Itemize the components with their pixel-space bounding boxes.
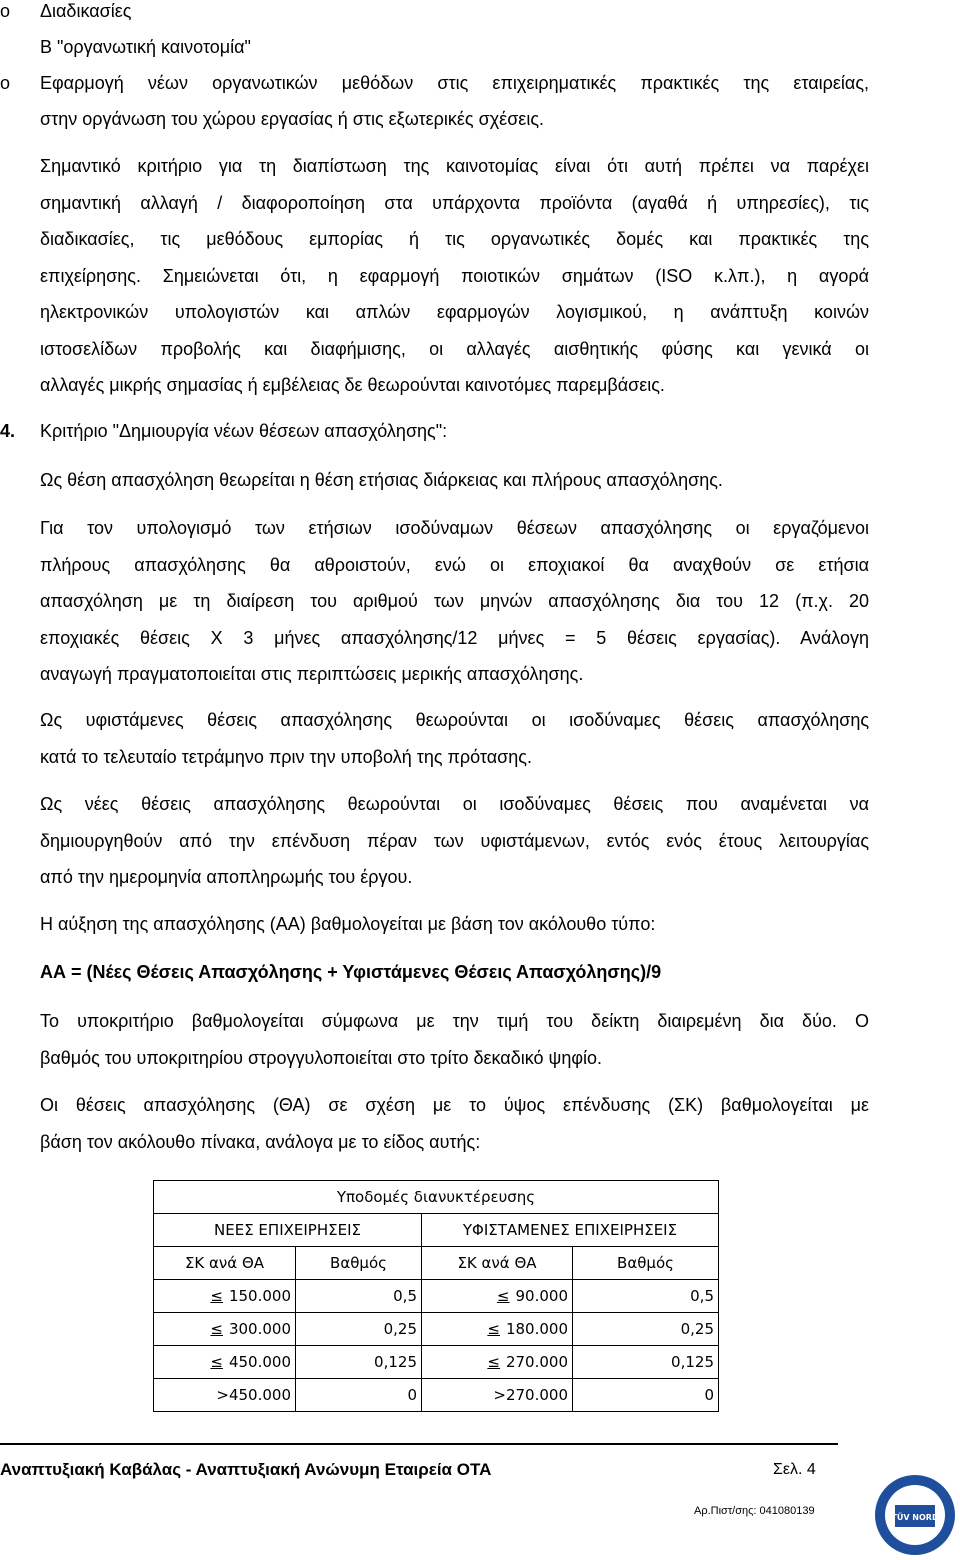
new-positions-paragraph bbox=[40, 786, 869, 896]
bullet-org-innovation bbox=[0, 65, 869, 101]
le-symbol: ≤ bbox=[487, 1353, 500, 1371]
col-score-existing: Βαθμός bbox=[573, 1247, 719, 1280]
page-number: 4 bbox=[806, 1461, 816, 1478]
col-sk-new: ΣΚ ανά ΘΑ bbox=[154, 1247, 296, 1280]
paragraph-line: αλλαγές μικρής σημασίας ή εμβέλειας δε θεωρούνται καινοτόμες παρεμβάσεις. bbox=[40, 375, 665, 395]
table-title: Υποδομές διανυκτέρευσης bbox=[154, 1181, 719, 1214]
seasonal-paragraph bbox=[40, 510, 869, 693]
new-sk-value: 300.000 bbox=[228, 1320, 291, 1338]
new-sk-value: 450.000 bbox=[228, 1353, 291, 1371]
table-row bbox=[154, 1346, 719, 1379]
existing-score-value: 0 bbox=[573, 1379, 719, 1412]
le-symbol: ≤ bbox=[210, 1287, 223, 1305]
org-innovation-heading: B "οργανωτική καινοτομία" bbox=[40, 37, 251, 57]
existing-sk-value: 270.000 bbox=[505, 1353, 568, 1371]
certificate-number: Αρ.Πιστ/σης: 041080139 bbox=[694, 1505, 815, 1517]
paragraph-line: από την ημερομηνία αποπληρωμής του έργου. bbox=[40, 867, 413, 887]
le-symbol: ≤ bbox=[496, 1287, 510, 1305]
table-row bbox=[154, 1379, 719, 1412]
new-score-value: 0,25 bbox=[296, 1313, 422, 1346]
le-symbol: ≤ bbox=[210, 1320, 223, 1338]
existing-sk-value: >270.000 bbox=[422, 1379, 573, 1412]
criterion-paragraph bbox=[40, 148, 869, 404]
col-score-new: Βαθμός bbox=[296, 1247, 422, 1280]
existing-positions-paragraph bbox=[40, 702, 869, 775]
paragraph-line: Ως υφιστάμενες θέσεις απασχόλησης θεωρούνται οι ισοδύναμες θέσεις απασχόλησης bbox=[40, 710, 869, 730]
table-row bbox=[154, 1280, 719, 1313]
paragraph-line: δημιουργηθούν από την επένδυση πέραν των υφιστάμενων, εντός ενός έτους λειτουργίας bbox=[40, 830, 869, 851]
subcriterion-paragraph bbox=[40, 1003, 869, 1076]
paragraph-line: Σημαντικό κριτήριο για τη διαπίστωση της καινοτομίας είναι ότι αυτή πρέπει να παρέχει bbox=[40, 156, 869, 176]
existing-sk-value: 180.000 bbox=[505, 1320, 568, 1338]
new-sk-value: >450.000 bbox=[154, 1379, 296, 1412]
paragraph-line: ιστοσελίδων προβολής και διαφήμισης, οι αλλαγές αισθητικής φύσης και γενικά οι bbox=[40, 338, 869, 359]
new-score-value: 0,125 bbox=[296, 1346, 422, 1379]
formula: ΑΑ = (Νέες Θέσεις Απασχόλησης + Υφιστάμενες Θέσεις Απασχόλησης)/9 bbox=[40, 962, 662, 982]
bullet-marker: o bbox=[0, 1, 11, 21]
le-symbol: ≤ bbox=[487, 1320, 500, 1338]
existing-sk-value: 90.000 bbox=[515, 1287, 568, 1305]
paragraph-line: Ως νέες θέσεις απασχόλησης θεωρούνται οι ισοδύναμες θέσεις που αναμένεται να bbox=[40, 794, 869, 814]
footer-divider bbox=[0, 1443, 838, 1445]
tuv-nord-logo bbox=[870, 1470, 960, 1560]
procedures-text: Διαδικασίες bbox=[40, 1, 132, 21]
footer-company: Αναπτυξιακή Καβάλας - Αναπτυξιακή Ανώνυμη Εταιρεία ΟΤΑ bbox=[0, 1460, 492, 1479]
paragraph-line: ηλεκτρονικών υπολογιστών και απλών εφαρμογών λογισμικού, η ανάπτυξη κοινών bbox=[40, 302, 869, 322]
paragraph-line: Το υποκριτήριο βαθμολογείται σύμφωνα με την τιμή του δείκτη διαιρεμένη δια δύο. Ο bbox=[40, 1011, 869, 1031]
section-4-heading bbox=[0, 413, 448, 449]
group-new-header: ΝΕΕΣ ΕΠΙΧΕΙΡΗΣΕΙΣ bbox=[154, 1214, 422, 1247]
paragraph-line: Οι θέσεις απασχόλησης (ΘΑ) σε σχέση με το ύψος επένδυσης (ΣΚ) βαθμολογείται με bbox=[40, 1095, 869, 1115]
table-row bbox=[154, 1313, 719, 1346]
paragraph-line: διαδικασίες, τις μεθόδους εμπορίας ή τις οργανωτικές δομές και πρακτικές της bbox=[40, 229, 869, 249]
paragraph-line: κατά το τελευταίο τετράμηνο πριν την υποβολή της πρότασης. bbox=[40, 746, 532, 767]
col-sk-existing: ΣΚ ανά ΘΑ bbox=[422, 1247, 573, 1280]
paragraph-line: επιχείρησης. Σημειώνεται ότι, η εφαρμογή ποιοτικών σημάτων (ISO κ.λπ.), η αγορά bbox=[40, 265, 869, 286]
scoring-table bbox=[153, 1180, 719, 1412]
org-innovation-line1: Εφαρμογή νέων οργανωτικών μεθόδων στις επιχειρηματικές πρακτικές της εταιρείας, bbox=[40, 73, 869, 93]
paragraph-line: αναγωγή πραγματοποιείται στις περιπτώσεις μερικής απασχόλησης. bbox=[40, 664, 584, 684]
new-sk-value: 150.000 bbox=[228, 1287, 291, 1305]
new-score-value: 0,5 bbox=[296, 1280, 422, 1313]
paragraph-line: απασχόληση με τη διαίρεση του αριθμού των μηνών απασχόλησης δια του 12 (π.χ. 20 bbox=[40, 591, 869, 611]
footer-page-number bbox=[773, 1461, 816, 1479]
paragraph-line: εποχιακές θέσεις Χ 3 μήνες απασχόλησης/12 μήνες = 5 θέσεις εργασίας). Ανάλογη bbox=[40, 627, 869, 648]
bullet-procedures bbox=[0, 0, 132, 29]
logo-text: TÜV NORD bbox=[891, 1513, 939, 1522]
paragraph-line: βαθμός του υποκριτηρίου στρογγυλοποιείται στο τρίτο δεκαδικό ψηφίο. bbox=[40, 1047, 603, 1068]
bullet-marker: o bbox=[0, 73, 11, 93]
existing-score-value: 0,25 bbox=[573, 1313, 719, 1346]
existing-score-value: 0,5 bbox=[573, 1280, 719, 1313]
section-number: 4. bbox=[0, 421, 16, 441]
paragraph-line: πλήρους απασχόλησης θα αθροιστούν, ενώ οι εποχιακοί θα αναχθούν σε ετήσια bbox=[40, 554, 869, 575]
paragraph-line: Για τον υπολογισμό των ετήσιων ισοδύναμων θέσεων απασχόλησης οι εργαζόμενοι bbox=[40, 518, 869, 538]
page-label: Σελ. bbox=[773, 1461, 803, 1478]
org-innovation-line2: στην οργάνωση του χώρου εργασίας ή στις εξωτερικές σχέσεις. bbox=[40, 109, 544, 129]
section-title: Κριτήριο "Δημιουργία νέων θέσεων απασχόλησης": bbox=[40, 421, 448, 441]
existing-score-value: 0,125 bbox=[573, 1346, 719, 1379]
formula-intro: Η αύξηση της απασχόλησης (ΑΑ) βαθμολογείται με βάση τον ακόλουθο τύπο: bbox=[40, 914, 656, 934]
new-score-value: 0 bbox=[296, 1379, 422, 1412]
paragraph-line: σημαντική αλλαγή / διαφοροποίηση στα υπάρχοντα προϊόντα (αγαθά ή υπηρεσίες), τις bbox=[40, 192, 869, 213]
le-symbol: ≤ bbox=[210, 1353, 223, 1371]
table-intro-paragraph bbox=[40, 1087, 869, 1160]
position-definition: Ως θέση απασχόληση θεωρείται η θέση ετήσιας διάρκειας και πλήρους απασχόλησης. bbox=[40, 470, 723, 490]
paragraph-line: βάση τον ακόλουθο πίνακα, ανάλογα με το είδος αυτής: bbox=[40, 1131, 481, 1152]
group-existing-header: ΥΦΙΣΤΑΜΕΝΕΣ ΕΠΙΧΕΙΡΗΣΕΙΣ bbox=[422, 1214, 719, 1247]
